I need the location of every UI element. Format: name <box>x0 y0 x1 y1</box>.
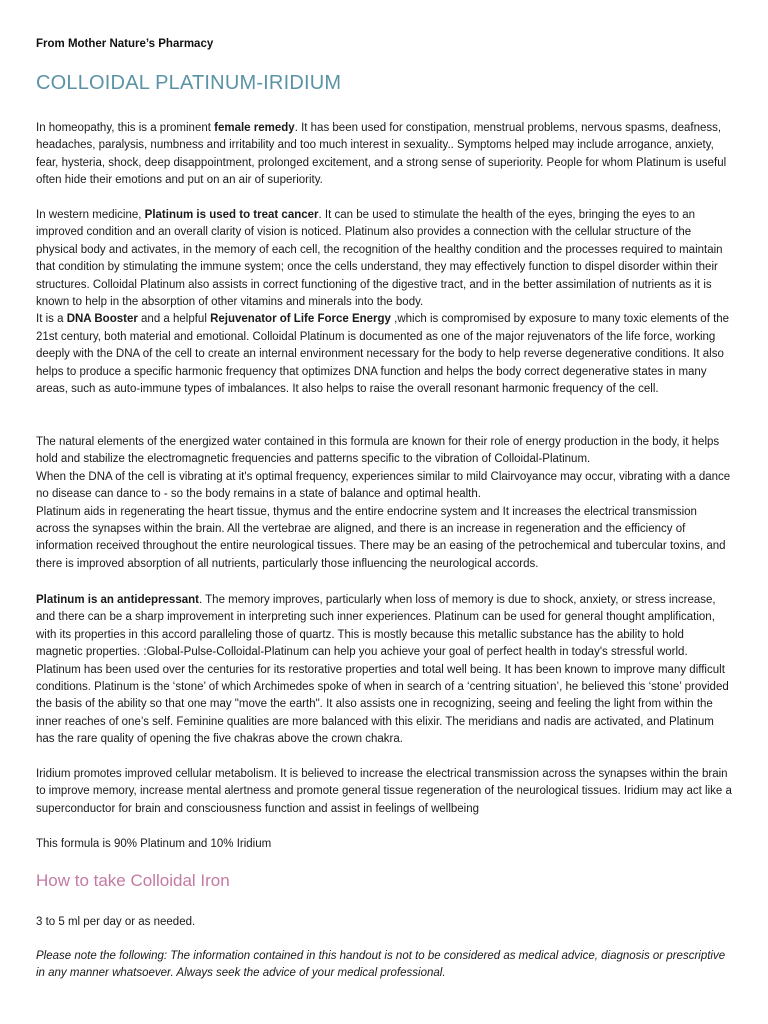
disclaimer-text: Please note the following: The information contained in this handout is not to be considered as medical advice, diagnosis or prescriptive in any manner whatsoever. Always seek the advice of your medical professional. <box>36 950 726 980</box>
page-title: COLLOIDAL PLATINUM-IRIDIUM <box>36 72 342 94</box>
paragraph-formula: This formula is 90% Platinum and 10% Iridium <box>36 838 272 850</box>
paragraph-iridium: Iridium promotes improved cellular metabolism. It is believed to increase the electrical transmission across the synapses within the brain to improve memory, increase mental alertness and promote general tissue regeneration of the neurological tissues. Iridium may act like a superconductor for brain and consciousness function and assist in feelings of wellbeing <box>36 768 732 815</box>
source-line: From Mother Nature’s Pharmacy <box>36 38 214 50</box>
paragraph-energized-water: The natural elements of the energized water contained in this formula are known for their role of energy production in the body, it helps hold and stabilize the electromagnetic frequencies and patterns specific to the vibration of Colloidal-Platinum. When the DNA of the cell is vibrating at it's optimal frequency, experiences similar to mild Clairvoyance may occur, vibrating with a dance no disease can dance to - so the body remains in a state of balance and optimal health. Platinum aids in regenerating the heart tissue, thymus and the entire endocrine system and It increases the electrical transmission across the synapses within the brain. All the vertebrae are aligned, and there is an increase in regeneration and the efficiency of information received throughout the entire neurological tissues. There may be an easing of the petrochemical and tubercular toxins, and there is improved absorption of all nutrients, particularly those influencing the neurological accords. <box>36 436 731 570</box>
section-heading: How to take Colloidal Iron <box>36 871 230 890</box>
dosage-text: 3 to 5 ml per day or as needed. <box>36 916 196 928</box>
paragraph-western-medicine: In western medicine, Platinum is used to treat cancer. It can be used to stimulate the health of the eyes, bringing the eyes to an improved condition and an overall clarity of vision is noticed. Platinum also provides a connection with the cellular structure of the physical body and activates, in the memory of each cell, the recognition of the healthy condition and the processes required to maintain that condition by stimulating the immune system; once the cells understand, they may effectively function to dispel disorder within their structures. Colloidal Platinum also assists in correct functioning of the digestive tract, and in the better assimilation of nutrients as it is known to help in the absorption of other vitamins and minerals into the body. It is a DNA Booster and a helpful Rejuvenator of Life Force Energy ,which is compromised by exposure to many toxic elements of the 21st century, both material and emotional. Colloidal Platinum is documented as one of the major rejuvenators of the life force, working deeply with the DNA of the cell to create an internal environment necessary for the body to help reverse degenerative conditions. It also helps to produce a specific harmonic frequency that optimizes DNA function and helps the body correct degenerative states in many areas, such as auto-immune types of imbalances. It also helps to raise the overall resonant harmonic frequency of the cell. <box>36 209 730 396</box>
paragraph-antidepressant: Platinum is an antidepressant. The memory improves, particularly when loss of memory is due to shock, anxiety, or stress increase, and there can be a sharp improvement in interpreting such inner experiences. Platinum can be used for general thought amplification, with its properties in this accord paralleling those of quartz. This is mostly because this metallic substance has the ability to hold magnetic properties. :Global-Pulse-Colloidal-Platinum can help you achieve your goal of perfect health in today's stressful world. Platinum has been used over the centuries for its restorative properties and total well being. It has been known to improve many difficult conditions. Platinum is the ‘stone’ of which Archimedes spoke of when in search of a ‘centring situation’, he believed this ‘stone’ provided the basis of the ability so that one may "move the earth". It also assists one in recognizing, seeing and feeling the light from within the inner reaches of one’s self. Feminine qualities are more balanced with this elixir. The meridians and nadis are activated, and Platinum has the rare quality of opening the five chakras above the crown chakra. <box>36 594 729 746</box>
paragraph-homeopathy: In homeopathy, this is a prominent female remedy. It has been used for constipation, menstrual problems, nervous spasms, deafness, headaches, paralysis, numbness and irritability and too much interest in sexuality.. Symptoms helped may include arrogance, anxiety, fear, hysteria, shock, deep disappointment, prolonged excitement, and a strong sense of superiority. People for whom Platinum is useful often hide their emotions and put on an air of superiority. <box>36 122 727 187</box>
